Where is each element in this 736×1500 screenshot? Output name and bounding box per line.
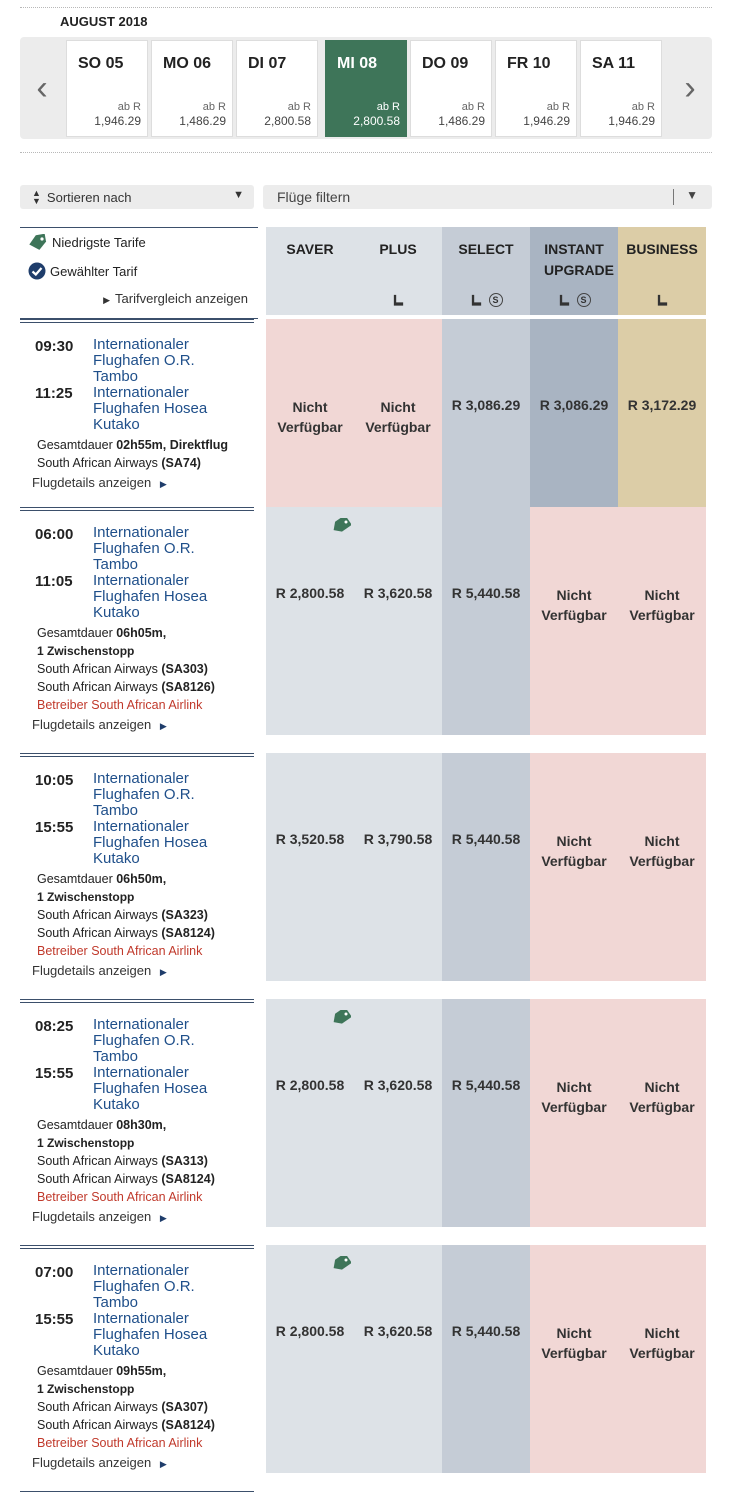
fare-amenities <box>266 285 354 315</box>
from-label: ab R <box>546 101 570 113</box>
arrival-time: 11:25 <box>35 385 73 402</box>
fare-price: R 5,440.58 <box>451 585 521 601</box>
row-divider <box>20 319 254 323</box>
unavailable-label: Nicht Verfügbar <box>541 587 607 623</box>
arrival-time: 15:55 <box>35 1311 74 1328</box>
row-divider <box>20 999 254 1003</box>
flight-details-label: Flugdetails anzeigen <box>32 1455 152 1470</box>
filter-label: Flüge filtern <box>277 189 351 205</box>
top-divider <box>20 7 712 8</box>
fare-cell-instant-upgrade[interactable] <box>530 753 618 981</box>
fare-price: R 3,620.58 <box>363 1323 433 1339</box>
duration-label: Gesamtdauer <box>37 1364 117 1378</box>
fare-cell-business[interactable] <box>618 999 706 1227</box>
flight-details-label: Flugdetails anzeigen <box>32 475 152 490</box>
fare-cell-saver[interactable] <box>266 507 354 735</box>
from-label: ab R <box>376 101 400 113</box>
unavailable-label: Nicht Verfügbar <box>277 399 343 435</box>
fare-price: R 5,440.58 <box>451 1077 521 1093</box>
arrival-time: 15:55 <box>35 1065 74 1082</box>
price-tag-icon <box>28 234 48 250</box>
day-label: DI 07 <box>248 55 287 72</box>
chevron-left-icon[interactable]: ‹ <box>36 68 48 107</box>
stops-count: 1 Zwischenstopp <box>37 890 135 904</box>
date-mo-06[interactable] <box>151 40 233 137</box>
flight-number: (SA8126) <box>161 680 215 694</box>
arrival-airport[interactable]: Internationaler Flughafen Hosea Kutako <box>93 1064 208 1113</box>
row-divider <box>20 507 254 511</box>
day-price: 2,800.58 <box>353 114 400 128</box>
fare-header-select: SELECT <box>442 227 530 285</box>
day-label: SO 05 <box>78 55 124 72</box>
day-price: 1,946.29 <box>523 114 570 128</box>
fare-price: R 3,790.58 <box>363 831 433 847</box>
fare-cell-business[interactable] <box>618 753 706 981</box>
fare-cell-plus[interactable] <box>354 999 442 1227</box>
departure-airport[interactable]: Internationaler Flughafen O.R. Tambo <box>93 770 195 819</box>
fare-legend <box>20 227 258 319</box>
lowest-fare-tag-icon <box>331 1256 351 1270</box>
legend-chosen <box>28 262 137 280</box>
fare-cell-instant-upgrade[interactable] <box>530 1245 618 1473</box>
bottom-divider <box>20 1491 254 1492</box>
departure-airport[interactable]: Internationaler Flughafen O.R. Tambo <box>93 1016 195 1065</box>
fare-compare-label: Tarifvergleich anzeigen <box>115 291 248 306</box>
day-label: DO 09 <box>422 55 469 72</box>
duration-label: Gesamtdauer <box>37 438 117 452</box>
from-label: ab R <box>202 101 226 113</box>
flight-row <box>20 507 258 737</box>
departure-time: 09:30 <box>35 338 74 355</box>
fare-cell-saver[interactable] <box>266 1245 354 1473</box>
fare-cell-plus[interactable] <box>354 319 442 509</box>
flight-details-link[interactable] <box>32 475 167 490</box>
operator-label: Betreiber South African Airlink <box>37 1190 203 1204</box>
fare-amenities <box>354 285 442 315</box>
flight-details-link[interactable] <box>32 1209 167 1224</box>
lowest-fare-tag-icon <box>331 1010 351 1024</box>
duration-value: 06h05m, <box>116 626 167 640</box>
seat-icon <box>656 294 669 307</box>
airline-name: South African Airways <box>37 926 162 940</box>
seat-icon <box>558 294 571 307</box>
fare-amenities <box>442 285 530 315</box>
fare-cell-saver[interactable] <box>266 999 354 1227</box>
fare-header-saver: SAVER <box>266 227 354 285</box>
flight-number: (SA8124) <box>161 1172 215 1186</box>
fare-price: R 3,086.29 <box>451 397 521 413</box>
month-label: AUGUST 2018 <box>60 14 148 29</box>
total-duration <box>37 1362 166 1380</box>
total-duration <box>37 1116 166 1134</box>
fare-header-plus: PLUS <box>354 227 442 285</box>
row-divider <box>20 1245 254 1249</box>
fare-cell-select[interactable] <box>442 319 530 509</box>
fare-cell-instant-upgrade[interactable] <box>530 319 618 509</box>
fare-cell-business[interactable] <box>618 1245 706 1473</box>
fare-price: R 3,620.58 <box>363 585 433 601</box>
duration-value: 02h55m, Direktflug <box>116 438 229 452</box>
caret-right-icon: ▶ <box>159 1213 167 1223</box>
total-duration <box>37 436 228 454</box>
fare-price: R 3,086.29 <box>539 397 609 413</box>
fare-amenities <box>530 285 618 315</box>
fare-cell-select[interactable] <box>442 999 530 1227</box>
date-sa-11[interactable] <box>580 40 662 137</box>
check-circle-icon <box>28 262 46 280</box>
from-label: ab R <box>287 101 311 113</box>
fare-cell-instant-upgrade[interactable] <box>530 999 618 1227</box>
legend-lowest-label: Niedrigste Tarife <box>52 234 146 250</box>
day-price: 2,800.58 <box>264 114 311 128</box>
row-divider <box>20 753 254 757</box>
duration-label: Gesamtdauer <box>37 872 117 886</box>
flight-details-label: Flugdetails anzeigen <box>32 1209 152 1224</box>
caret-right-icon: ▶ <box>159 721 167 731</box>
airline-line <box>37 454 201 472</box>
flight-number: (SA74) <box>161 456 201 470</box>
arrival-time: 15:55 <box>35 819 74 836</box>
fare-price: R 3,520.58 <box>275 831 345 847</box>
flight-details-label: Flugdetails anzeigen <box>32 963 152 978</box>
caret-right-icon: ▶ <box>159 967 167 977</box>
day-label: MO 06 <box>163 55 212 72</box>
airline-name: South African Airways <box>37 662 162 676</box>
day-price: 1,486.29 <box>179 114 226 128</box>
date-carousel <box>20 37 712 139</box>
fare-cell-select[interactable] <box>442 1245 530 1473</box>
fare-header-business: BUSINESS <box>618 227 706 285</box>
fare-header-instant-upgrade: INSTANT UPGRADE <box>530 227 618 285</box>
duration-value: 09h55m, <box>116 1364 167 1378</box>
flight-number: (SA303) <box>161 662 208 676</box>
departure-time: 07:00 <box>35 1264 74 1281</box>
fare-price: R 3,620.58 <box>363 1077 433 1093</box>
fare-cell-saver[interactable] <box>266 753 354 981</box>
stops-count: 1 Zwischenstopp <box>37 644 135 658</box>
unavailable-label: Nicht Verfügbar <box>541 1079 607 1115</box>
filter-dropdown[interactable] <box>263 185 712 209</box>
airline-name: South African Airways <box>37 1172 162 1186</box>
chevron-right-icon[interactable]: › <box>684 68 696 107</box>
sort-arrows-icon: ▲ ▼ <box>32 188 41 206</box>
caret-right-icon: ▶ <box>103 295 111 305</box>
duration-label: Gesamtdauer <box>37 1118 117 1132</box>
airline-line <box>37 1398 208 1416</box>
day-price: 1,946.29 <box>608 114 655 128</box>
fare-price: R 3,172.29 <box>627 397 697 413</box>
duration-label: Gesamtdauer <box>37 626 117 640</box>
fare-cell-instant-upgrade[interactable] <box>530 507 618 735</box>
total-duration <box>37 870 166 888</box>
fare-price: R 5,440.58 <box>451 831 521 847</box>
sort-label: Sortieren nach <box>46 189 132 205</box>
fare-cell-business[interactable] <box>618 319 706 509</box>
arrival-airport[interactable]: Internationaler Flughafen Hosea Kutako <box>93 572 208 621</box>
date-fr-10[interactable] <box>495 40 577 137</box>
flight-number: (SA8124) <box>161 1418 215 1432</box>
airline-name: South African Airways <box>37 1418 162 1432</box>
stops-count: 1 Zwischenstopp <box>37 1382 135 1396</box>
unavailable-label: Nicht Verfügbar <box>629 1325 695 1361</box>
arrival-airport[interactable]: Internationaler Flughafen Hosea Kutako <box>93 1310 208 1359</box>
unavailable-label: Nicht Verfügbar <box>629 587 695 623</box>
arrival-airport[interactable]: Internationaler Flughafen Hosea Kutako <box>93 384 208 433</box>
total-duration <box>37 624 166 642</box>
departure-time: 10:05 <box>35 772 74 789</box>
legend-chosen-label: Gewählter Tarif <box>50 263 138 279</box>
flight-row <box>20 753 258 983</box>
fare-price: R 2,800.58 <box>275 585 345 601</box>
departure-time: 08:25 <box>35 1018 74 1035</box>
fare-cell-saver[interactable] <box>266 319 354 509</box>
lowest-fare-tag-icon <box>331 518 351 532</box>
day-price: 1,946.29 <box>94 114 141 128</box>
legend-lowest <box>28 234 146 250</box>
unavailable-label: Nicht Verfügbar <box>629 1079 695 1115</box>
caret-down-icon: ▼ <box>233 189 244 201</box>
airline-line <box>37 1416 215 1434</box>
airline-line <box>37 660 208 678</box>
caret-right-icon: ▶ <box>159 479 167 489</box>
fare-cell-plus[interactable] <box>354 1245 442 1473</box>
flight-row <box>20 1245 258 1475</box>
from-label: ab R <box>117 101 141 113</box>
airline-name: South African Airways <box>37 1400 162 1414</box>
recline-icon: S <box>489 293 503 307</box>
flight-row <box>20 999 258 1229</box>
departure-airport[interactable]: Internationaler Flughafen O.R. Tambo <box>93 336 195 385</box>
day-label: FR 10 <box>507 55 551 72</box>
unavailable-label: Nicht Verfügbar <box>541 1325 607 1361</box>
seat-icon <box>470 294 483 307</box>
airline-line <box>37 906 208 924</box>
flight-number: (SA8124) <box>161 926 215 940</box>
airline-name: South African Airways <box>37 1154 162 1168</box>
fare-cell-select[interactable] <box>442 753 530 981</box>
from-label: ab R <box>461 101 485 113</box>
airline-name: South African Airways <box>37 456 162 470</box>
flight-details-link[interactable] <box>32 717 167 732</box>
departure-time: 06:00 <box>35 526 74 543</box>
date-di-07[interactable] <box>236 40 318 137</box>
fare-compare-link[interactable] <box>103 291 248 306</box>
airline-line <box>37 1170 215 1188</box>
airline-line <box>37 924 215 942</box>
operator-label: Betreiber South African Airlink <box>37 944 203 958</box>
filter-separator <box>673 189 674 205</box>
fare-price: R 2,800.58 <box>275 1077 345 1093</box>
day-label: MI 08 <box>337 55 378 72</box>
fare-cell-select[interactable] <box>442 507 530 735</box>
unavailable-label: Nicht Verfügbar <box>365 399 431 435</box>
operator-label: Betreiber South African Airlink <box>37 1436 203 1450</box>
flight-details-link[interactable] <box>32 963 167 978</box>
calendar-divider <box>20 152 712 153</box>
arrival-time: 11:05 <box>35 573 73 590</box>
from-label: ab R <box>631 101 655 113</box>
sort-dropdown[interactable] <box>20 185 254 209</box>
duration-value: 08h30m, <box>116 1118 167 1132</box>
day-price: 1,486.29 <box>438 114 485 128</box>
fare-cell-plus[interactable] <box>354 753 442 981</box>
caret-down-icon: ▼ <box>686 188 698 202</box>
caret-right-icon: ▶ <box>159 1459 167 1469</box>
airline-name: South African Airways <box>37 680 162 694</box>
arrival-airport[interactable]: Internationaler Flughafen Hosea Kutako <box>93 818 208 867</box>
airline-name: South African Airways <box>37 908 162 922</box>
flight-number: (SA307) <box>161 1400 208 1414</box>
recline-icon: S <box>577 293 591 307</box>
airline-line <box>37 1152 208 1170</box>
departure-airport[interactable]: Internationaler Flughafen O.R. Tambo <box>93 524 195 573</box>
departure-airport[interactable]: Internationaler Flughafen O.R. Tambo <box>93 1262 195 1311</box>
fare-price: R 5,440.58 <box>451 1323 521 1339</box>
fare-amenities <box>618 285 706 315</box>
fare-price: R 2,800.58 <box>275 1323 345 1339</box>
fare-cell-business[interactable] <box>618 507 706 735</box>
flight-details-label: Flugdetails anzeigen <box>32 717 152 732</box>
unavailable-label: Nicht Verfügbar <box>629 833 695 869</box>
flight-number: (SA313) <box>161 1154 208 1168</box>
flight-number: (SA323) <box>161 908 208 922</box>
operator-label: Betreiber South African Airlink <box>37 698 203 712</box>
unavailable-label: Nicht Verfügbar <box>541 833 607 869</box>
flight-row <box>20 319 258 511</box>
seat-icon <box>392 294 405 307</box>
date-mi-08[interactable] <box>325 40 407 137</box>
duration-value: 06h50m, <box>116 872 167 886</box>
stops-count: 1 Zwischenstopp <box>37 1136 135 1150</box>
fare-cell-plus[interactable] <box>354 507 442 735</box>
day-label: SA 11 <box>592 55 635 72</box>
airline-line <box>37 678 215 696</box>
date-so-05[interactable] <box>66 40 148 137</box>
date-do-09[interactable] <box>410 40 492 137</box>
flight-details-link[interactable] <box>32 1455 167 1470</box>
